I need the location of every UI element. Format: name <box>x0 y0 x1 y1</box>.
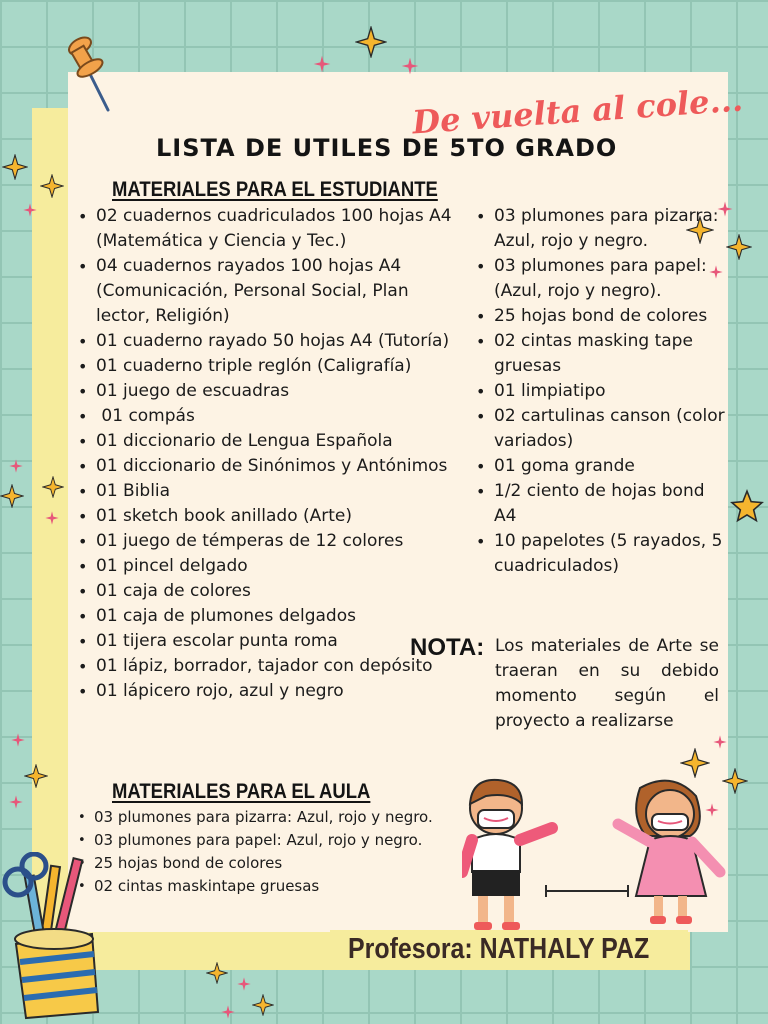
list-item: • 25 hojas bond de colores <box>72 852 472 875</box>
star-icon <box>680 748 710 778</box>
subtitle: De vuelta al cole... <box>411 80 745 142</box>
boy-mask-icon <box>462 772 564 932</box>
star-icon <box>2 154 28 180</box>
list-item: • 01 caja de plumones delgados <box>72 604 462 629</box>
list-item: • 01 cuaderno triple reglón (Caligrafía) <box>72 354 462 379</box>
list-item: • 03 plumones para pizarra: Azul, rojo y negro. <box>470 204 726 254</box>
student-section-heading: MATERIALES PARA EL ESTUDIANTE <box>112 178 438 201</box>
star-icon <box>728 488 766 526</box>
sparkle-icon <box>400 56 420 76</box>
teacher-name: Profesora: NATHALY PAZ <box>348 933 650 965</box>
sparkle-icon <box>10 732 26 748</box>
list-item: • 01 sketch book anillado (Arte) <box>72 504 462 529</box>
list-item: • 10 papelotes (5 rayados, 5 cuadriculados) <box>470 529 726 579</box>
list-item: • 02 cartulinas canson (color variados) <box>470 404 726 454</box>
page-title: LISTA DE UTILES DE 5TO GRADO <box>156 134 618 162</box>
sparkle-icon <box>8 794 24 810</box>
list-item: • 02 cintas masking tape gruesas <box>470 329 726 379</box>
sparkle-icon <box>8 458 24 474</box>
list-item: • 01 pincel delgado <box>72 554 462 579</box>
girl-mask-icon <box>610 776 726 928</box>
star-icon <box>42 476 64 498</box>
list-item: • 03 plumones para papel: (Azul, rojo y negro). <box>470 254 726 304</box>
list-item: • 01 lápicero rojo, azul y negro <box>72 679 462 704</box>
note-label: NOTA: <box>410 634 485 661</box>
star-icon <box>726 234 752 260</box>
sparkle-icon <box>22 202 38 218</box>
list-item: • 01 lápiz, borrador, tajador con depósito <box>72 654 462 679</box>
sparkle-icon <box>312 54 332 74</box>
star-icon <box>252 994 274 1016</box>
aula-materials-list <box>72 806 472 898</box>
star-icon <box>355 26 387 58</box>
list-item: • 25 hojas bond de colores <box>470 304 726 329</box>
list-item: • 02 cintas maskintape gruesas <box>72 875 472 898</box>
list-item: • 02 cuadernos cuadriculados 100 hojas A4 (Matemática y Ciencia y Tec.) <box>72 204 462 254</box>
list-item: • 01 goma grande <box>470 454 726 479</box>
list-item: • 01 diccionario de Lengua Española <box>72 429 462 454</box>
list-item: • 01 limpiatipo <box>470 379 726 404</box>
pencil-cup-icon <box>0 852 108 1022</box>
list-item: • 01 Biblia <box>72 479 462 504</box>
student-materials-list <box>72 204 462 704</box>
sparkle-icon <box>712 734 728 750</box>
note-text: Los materiales de Arte se traeran en su debido momento según el proyecto a realizarse <box>495 636 719 731</box>
list-item: • 01 juego de escuadras <box>72 379 462 404</box>
list-item: • 03 plumones para papel: Azul, rojo y negro. <box>72 829 472 852</box>
list-item: • 01 cuaderno rayado 50 hojas A4 (Tutoría) <box>72 329 462 354</box>
star-icon <box>0 484 24 508</box>
list-item: • 04 cuadernos rayados 100 hojas A4 (Comunicación, Personal Social, Plan lector, Religión) <box>72 254 462 329</box>
star-icon <box>206 962 228 984</box>
list-item: • 01 caja de colores <box>72 579 462 604</box>
student-materials-list-continued <box>470 204 726 579</box>
list-item: • 01 juego de témperas de 12 colores <box>72 529 462 554</box>
star-icon <box>24 764 48 788</box>
list-item: • 01 diccionario de Sinónimos y Antónimos <box>72 454 462 479</box>
star-icon <box>40 174 64 198</box>
sparkle-icon <box>220 1004 236 1020</box>
pushpin-icon <box>58 30 114 114</box>
aula-section-heading: MATERIALES PARA EL AULA <box>112 780 371 803</box>
list-item: • 1/2 ciento de hojas bond A4 <box>470 479 726 529</box>
list-item: • 01 tijera escolar punta roma <box>72 629 462 654</box>
sparkle-icon <box>236 976 252 992</box>
list-item: • 03 plumones para pizarra: Azul, rojo y negro. <box>72 806 472 829</box>
list-item: • 01 compás <box>72 404 462 429</box>
sparkle-icon <box>44 510 60 526</box>
